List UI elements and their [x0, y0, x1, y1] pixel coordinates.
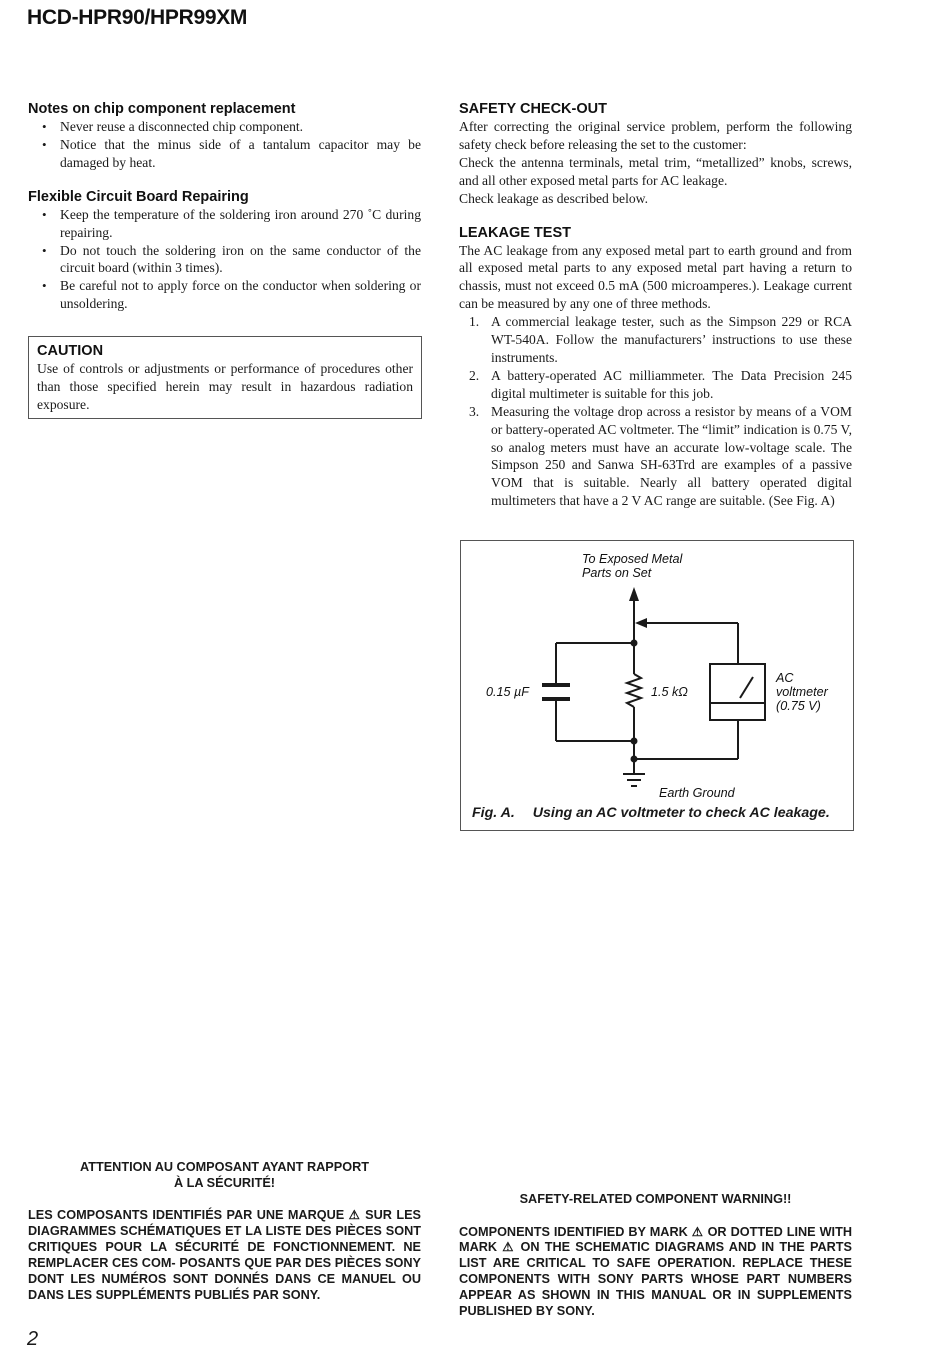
safety-heading: SAFETY CHECK-OUT	[459, 101, 607, 117]
caution-box	[28, 336, 422, 419]
list-item: • Notice that the minus side of a tantalum capacitor may be damaged by heat.	[28, 136, 421, 172]
label-line: To Exposed Metal	[582, 552, 683, 566]
safety-para-2: Check the antenna terminals, metal trim, “metallized” knobs, screws, and all other exposed metal parts for AC leakage.	[459, 154, 852, 188]
item-text: A battery-operated AC milliammeter. The Data Precision 245 digital multimeter is suitable for this job.	[491, 367, 852, 401]
list-item: • Be careful not to apply force on the conductor when soldering or unsoldering.	[28, 277, 421, 313]
resistor-label: 1.5 kΩ	[651, 685, 688, 699]
voltmeter-label	[776, 671, 828, 713]
right-column	[459, 101, 852, 510]
safety-para-1: After correcting the original service problem, perform the following safety check before releasing the set to the customer:	[459, 119, 852, 152]
label-line: AC	[776, 671, 794, 685]
figure-caption	[472, 805, 830, 821]
heading-line: À LA SÉCURITÉ!	[173, 1175, 276, 1190]
list-item	[459, 313, 852, 367]
flex-heading: Flexible Circuit Board Repairing	[28, 188, 249, 205]
item-text: A commercial leakage tester, such as the Simpson 229 or RCA WT-540A. Follow the manufacturers’ instructions to use these instruments.	[491, 314, 852, 365]
heading-line: ATTENTION AU COMPOSANT AYANT RAPPORT	[79, 1160, 369, 1174]
arrow-up-icon	[629, 587, 639, 601]
label-line: (0.75 V)	[776, 699, 821, 713]
arrow-left-icon	[635, 618, 647, 628]
earth-ground-label: Earth Ground	[659, 786, 735, 800]
warning-heading: SAFETY-RELATED COMPONENT WARNING!!	[519, 1192, 792, 1206]
leakage-heading: LEAKAGE TEST	[459, 224, 571, 241]
chip-list	[28, 118, 421, 172]
item-text: Measuring the voltage drop across a resistor by means of a VOM or battery-operated AC voltmeter. The “limit” indication is 0.75 V, so analog meters must have an accurate low-voltage scale. The Simpson 250 and Sanwa SH-63Trd are examples of a passive VOM that is suitable. Nearly all battery operated digital multimeters that have a 2 V AC range are suitable. (See Fig. A)	[491, 403, 852, 509]
item-number: 2.	[469, 367, 480, 383]
exposed-metal-label	[582, 552, 682, 580]
flex-list	[28, 206, 421, 313]
left-column	[28, 101, 421, 313]
label-line: Parts on Set	[582, 566, 652, 580]
french-warning-heading	[28, 1160, 421, 1191]
page-title: HCD-HPR90/HPR99XM	[27, 6, 248, 29]
item-number: 1.	[469, 314, 480, 330]
list-item	[459, 403, 852, 510]
list-item: • Keep the temperature of the soldering iron around 270 ˚C during repairing.	[28, 206, 421, 242]
voltmeter-icon	[710, 664, 765, 720]
list-item: • Do not touch the soldering iron on the same conductor of the circuit board (within 3 times).	[28, 242, 421, 278]
capacitor-label: 0.15 µF	[486, 685, 529, 699]
french-warning-text: LES COMPOSANTS IDENTIFIÉS PAR UNE MARQUE ⚠ SUR LES DIAGRAMMES SCHÉMATIQUES ET LA LISTE DES PIÈCES SONT CRITIQUES POUR LA SÉCURITÉ DE FONCTIONNEMENT. NE REMPLACER CES COM- POSANTS QUE PAR DES PIÈCES SONY DONT LES NUMÉROS SONT DONNÉS DANS CE MANUEL OU DANS LES SUPPLÉMENTS PUBLIÉS PAR SONY.	[28, 1208, 421, 1302]
figure-number: Fig. A.	[472, 805, 515, 821]
figure-caption-text: Using an AC voltmeter to check AC leakage.	[532, 805, 830, 821]
safety-para-3: Check leakage as described below.	[459, 190, 648, 206]
page-number: 2	[27, 1328, 39, 1350]
list-item: • Never reuse a disconnected chip component.	[28, 118, 421, 136]
safety-component-warning	[459, 1192, 852, 1320]
list-item	[459, 367, 852, 403]
leakage-intro: The AC leakage from any exposed metal part to earth ground and from all exposed metal parts to any exposed metal part having a return to chassis, must not exceed 0.5 mA (500 microamperes.). Leakage current can be measured by any one of three methods.	[459, 242, 852, 312]
french-safety-warning	[28, 1160, 421, 1303]
methods-list	[459, 313, 852, 510]
caution-heading: CAUTION	[37, 343, 104, 359]
chip-heading: Notes on chip component replacement	[28, 101, 296, 117]
item-number: 3.	[469, 403, 480, 419]
label-line: voltmeter	[776, 685, 828, 699]
figure-a	[460, 540, 854, 831]
warning-text: COMPONENTS IDENTIFIED BY MARK ⚠ OR DOTTED LINE WITH MARK ⚠ ON THE SCHEMATIC DIAGRAMS AND IN THE PARTS LIST ARE CRITICAL TO SAFE OPERATION. REPLACE THESE COMPONENTS WITH SONY PARTS WHOSE PART NUMBERS APPEAR AS SHOWN IN THIS MANUAL OR IN SUPPLEMENTS PUBLISHED BY SONY.	[459, 1224, 852, 1319]
caution-text: Use of controls or adjustments or performance of procedures other than those specified herein may result in hazardous radiation exposure.	[37, 361, 413, 412]
